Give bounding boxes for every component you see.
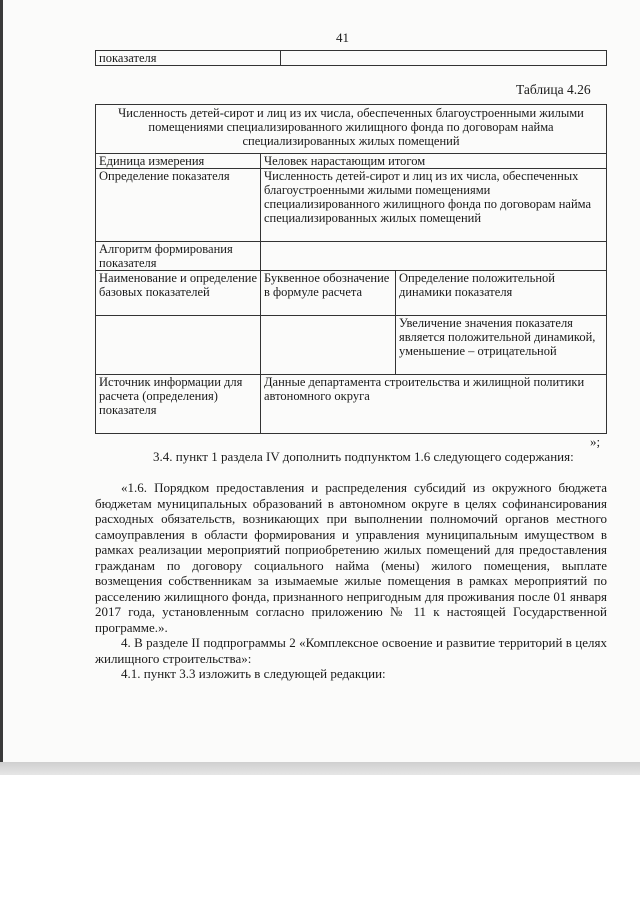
closing-quote: »; xyxy=(590,434,601,449)
top-table-cell: показателя xyxy=(96,51,281,66)
top-table-cell-empty xyxy=(281,51,607,66)
source-label: Источник информации для расчета (определения) показателя xyxy=(96,375,261,434)
positive-dynamics-header: Определение положительной динамики показателя xyxy=(396,271,607,316)
table-caption: Таблица 4.26 xyxy=(516,82,591,97)
indicator-table xyxy=(95,104,607,434)
letter-designation-header: Буквенное обозначение в формуле расчета xyxy=(261,271,396,316)
base-indicators-label: Наименование и определение базовых показателей xyxy=(96,271,261,316)
algorithm-value xyxy=(261,242,607,271)
scan-shadow xyxy=(0,762,640,775)
source-value: Данные департамента строительства и жилищной политики автономного округа xyxy=(261,375,607,434)
page-number: 41 xyxy=(336,30,349,45)
algorithm-label: Алгоритм формирования показателя xyxy=(96,242,261,271)
paragraph-3-4: 3.4. пункт 1 раздела IV дополнить подпунктом 1.6 следующего содержания: xyxy=(153,449,574,464)
top-table-fragment xyxy=(95,50,607,66)
paragraph-4: 4. В разделе II подпрограммы 2 «Комплексное освоение и развитие территорий в целях жилищного строительства»: xyxy=(95,635,607,666)
base-indicator-name-cell xyxy=(96,316,261,375)
definition-label: Определение показателя xyxy=(96,169,261,242)
indicator-title: Численность детей-сирот и лиц из их числа, обеспеченных благоустроенными жилыми помещениями специализированного жилищного фонда по договорам найма специализированных жилых помещений xyxy=(96,105,607,154)
scan-edge xyxy=(0,0,3,775)
unit-label: Единица измерения xyxy=(96,154,261,169)
letter-designation-cell xyxy=(261,316,396,375)
paragraph-4-1: 4.1. пункт 3.3 изложить в следующей редакции: xyxy=(121,666,386,681)
positive-dynamics-value: Увеличение значения показателя является положительной динамикой, уменьшение – отрицательной xyxy=(396,316,607,375)
unit-value: Человек нарастающим итогом xyxy=(261,154,607,169)
paragraph-1-6: «1.6. Порядком предоставления и распределения субсидий из окружного бюджета бюджетам муниципальных образований в автономном округе в целях софинансирования расходных обязательств, возникающих при выполнении полномочий органов местного самоуправления в области формирования и управления муниципальным имуществом в рамках реализации мероприятий поприобретению жилых помещений для предоставления гражданам по договору социального найма (мены) жилого помещения, выплате возмещения собственникам за изымаемые жилые помещения в рамках мероприятий по расселению жилищного фонда, признанного непригодным для проживания после 01 января 2017 года, установленным согласно приложению № 11 к настоящей Государственной программе.». xyxy=(95,480,607,635)
definition-value: Численность детей-сирот и лиц из их числа, обеспеченных благоустроенными жилыми помещениями специализированного жилищного фонда по договорам найма специализированных жилых помещений xyxy=(261,169,607,242)
